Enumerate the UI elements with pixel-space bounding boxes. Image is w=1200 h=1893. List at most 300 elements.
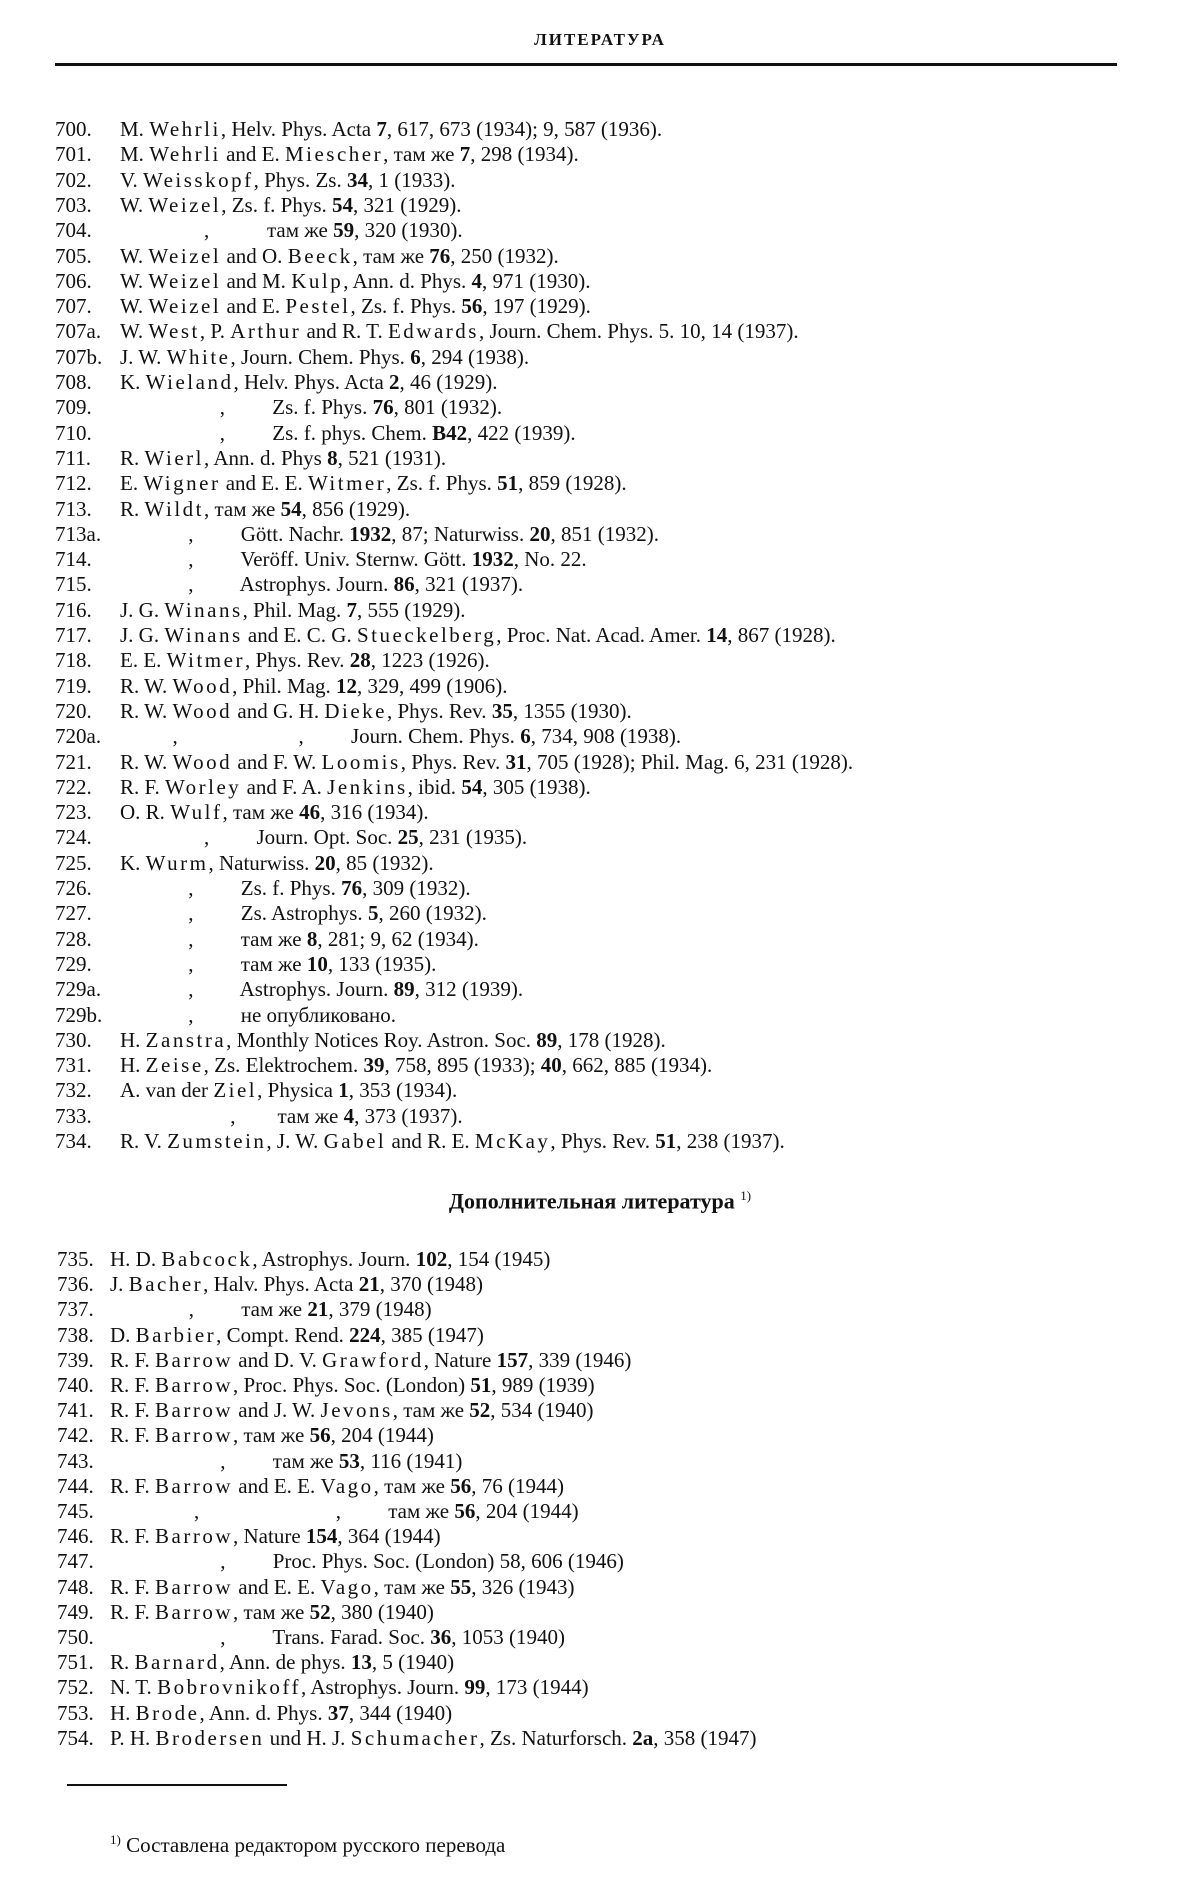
- reference-fragment: K.: [120, 370, 146, 394]
- reference-text: [110, 1550, 624, 1572]
- reference-fragment: , там же: [233, 1599, 310, 1624]
- reference-text: [120, 472, 627, 494]
- reference-fragment: , 260 (1932).: [378, 901, 487, 926]
- reference-number: 710.: [55, 420, 92, 445]
- reference-fragment: H. D.: [110, 1247, 162, 1271]
- reference-number: 707.: [55, 294, 92, 319]
- volume-number: 35: [491, 698, 513, 723]
- volume-number: 51: [497, 471, 519, 496]
- author-name: Pestel: [285, 294, 351, 319]
- reference-fragment: , Phys. Zs.: [253, 167, 347, 192]
- reference-number: 751.: [57, 1650, 94, 1675]
- reference-fragment: , 250 (1932).: [450, 243, 559, 268]
- reference-fragment: , 329, 499 (1906).: [357, 673, 508, 698]
- reference-text: [120, 573, 523, 595]
- author-name: Zanstra: [145, 1027, 227, 1052]
- reference-fragment: , Journ. Chem. Phys.: [230, 344, 411, 369]
- author-name: Dieke: [324, 698, 387, 723]
- reference-fragment: , 344 (1940): [348, 1700, 453, 1725]
- reference-number: 714.: [55, 547, 92, 572]
- author-name: Barrow: [155, 1574, 233, 1599]
- reference-fragment: , Physica: [257, 1078, 339, 1103]
- reference-number: 704.: [55, 218, 92, 243]
- reference-text: [110, 1626, 565, 1648]
- reference-text: [120, 1079, 457, 1101]
- reference-fragment: , , там же: [110, 1499, 455, 1523]
- reference-fragment: , 364 (1944): [337, 1524, 441, 1549]
- volume-number: 13: [350, 1650, 372, 1675]
- section-title: [0, 1188, 1200, 1214]
- reference-fragment: , Astrophys. Journ.: [120, 572, 394, 597]
- reference-number: 705.: [55, 243, 92, 268]
- reference-fragment: , Naturwiss.: [208, 850, 315, 875]
- reference-fragment: und H. J.: [264, 1725, 351, 1750]
- reference-fragment: , 46 (1929).: [399, 370, 498, 394]
- reference-number: 715.: [55, 572, 92, 597]
- reference-fragment: A. van der: [120, 1078, 214, 1103]
- reference-number: 745.: [57, 1499, 94, 1523]
- reference-fragment: , Zs. Elektrochem.: [203, 1053, 364, 1078]
- reference-text: [120, 700, 632, 722]
- reference-number: 729b.: [55, 1002, 103, 1027]
- reference-fragment: , Ann. de phys.: [219, 1650, 351, 1675]
- reference-fragment: J. G.: [120, 623, 165, 647]
- reference-fragment: , Astrophys. Journ.: [252, 1247, 416, 1271]
- reference-number: 717.: [55, 623, 92, 647]
- reference-fragment: , 380 (1940): [330, 1599, 434, 1624]
- reference-fragment: , Phil. Mag.: [232, 673, 337, 698]
- reference-fragment: and F. W.: [232, 749, 322, 774]
- reference-fragment: and E. E.: [233, 1473, 321, 1498]
- reference-text: [120, 118, 662, 140]
- author-name: Witmer: [166, 648, 245, 673]
- author-name: Weizel: [148, 294, 222, 319]
- author-name: Vago: [320, 1574, 374, 1599]
- reference-number: 702.: [55, 167, 92, 192]
- reference-fragment: , Veröff. Univ. Sternw. Gött.: [120, 547, 472, 572]
- reference-fragment: , 758, 895 (1933);: [384, 1053, 541, 1078]
- reference-number: 709.: [55, 395, 92, 420]
- reference-fragment: , Phys. Rev.: [386, 698, 492, 723]
- author-name: Worley: [165, 774, 242, 799]
- reference-fragment: , 989 (1939): [491, 1373, 595, 1397]
- volume-number: 4: [471, 268, 483, 293]
- reference-number: 713a.: [55, 521, 102, 546]
- reference-fragment: , 5 (1940): [371, 1650, 455, 1675]
- reference-number: 750.: [57, 1625, 94, 1649]
- reference-number: 753.: [57, 1700, 94, 1725]
- reference-fragment: , ibid.: [407, 774, 462, 799]
- author-name: Winans: [164, 597, 243, 622]
- author-name: Jenkins: [327, 774, 408, 799]
- reference-text: [120, 902, 487, 924]
- reference-text: [120, 422, 576, 444]
- reference-number: 736.: [57, 1272, 94, 1297]
- reference-number: 744.: [57, 1473, 94, 1498]
- author-name: Wood: [172, 673, 233, 698]
- reference-text: [120, 978, 523, 1000]
- volume-number: 53: [338, 1448, 360, 1473]
- author-name: Zeise: [145, 1053, 204, 1078]
- reference-fragment: , там же: [110, 1448, 339, 1473]
- reference-number: 730.: [55, 1027, 92, 1052]
- reference-text: [110, 1374, 595, 1396]
- volume-number: 21: [358, 1272, 380, 1297]
- reference-fragment: , 320 (1930).: [354, 218, 463, 243]
- author-name: Wildt: [144, 496, 204, 521]
- volume-number: 5: [367, 901, 379, 926]
- volume-number: 99: [464, 1675, 486, 1700]
- volume-number: 56: [309, 1423, 331, 1448]
- reference-fragment: , Gött. Nachr.: [120, 521, 350, 546]
- volume-number: 54: [461, 774, 483, 799]
- reference-fragment: , Phys. Rev.: [550, 1129, 656, 1153]
- reference-text: [120, 523, 659, 545]
- reference-fragment: , 1053 (1940): [451, 1625, 566, 1649]
- volume-number: 46: [299, 800, 321, 825]
- reference-fragment: R. F.: [110, 1524, 156, 1549]
- reference-text: [120, 599, 466, 621]
- author-name: Barnard: [134, 1650, 220, 1675]
- reference-text: [120, 852, 434, 874]
- reference-fragment: and G. H.: [232, 698, 325, 723]
- reference-fragment: , Compt. Rend.: [216, 1322, 350, 1347]
- reference-fragment: , Zs. f. Phys.: [221, 192, 333, 217]
- reference-fragment: E.: [120, 471, 144, 496]
- reference-text: [110, 1248, 550, 1270]
- reference-text: [110, 1349, 631, 1371]
- reference-fragment: , 321 (1929).: [353, 192, 462, 217]
- reference-number: 754.: [57, 1725, 94, 1750]
- reference-fragment: , , Journ. Chem. Phys.: [120, 724, 521, 749]
- author-name: Witmer: [307, 471, 387, 496]
- reference-text: [120, 498, 410, 520]
- volume-number: 28: [349, 648, 371, 673]
- author-name: Zumstein: [167, 1129, 267, 1153]
- volume-number: 25: [397, 825, 419, 850]
- author-name: Wehrli: [149, 117, 221, 141]
- reference-fragment: M.: [120, 117, 150, 141]
- reference-text: [110, 1525, 441, 1547]
- reference-number: 729a.: [55, 977, 102, 1002]
- footnote: [110, 1832, 505, 1858]
- reference-text: [120, 928, 479, 950]
- reference-fragment: , Phys. Rev.: [244, 648, 350, 673]
- reference-number: 743.: [57, 1448, 94, 1473]
- reference-fragment: , 197 (1929).: [482, 294, 591, 319]
- reference-fragment: , 154 (1945): [447, 1247, 551, 1271]
- reference-text: [110, 1500, 579, 1522]
- volume-number: 52: [469, 1398, 491, 1423]
- reference-fragment: R. F.: [120, 774, 166, 799]
- author-name: Loomis: [321, 749, 401, 774]
- volume-number: 1932: [471, 547, 514, 572]
- author-name: Wulf: [170, 800, 223, 825]
- reference-number: 746.: [57, 1524, 94, 1549]
- reference-text: [120, 826, 527, 848]
- reference-text: [120, 624, 836, 646]
- reference-fragment: , Zs. f. Phys.: [386, 471, 498, 496]
- reference-fragment: , там же: [373, 1574, 451, 1599]
- reference-fragment: and D. V.: [233, 1347, 323, 1372]
- reference-text: [120, 396, 502, 418]
- author-name: Brodersen: [155, 1725, 265, 1750]
- author-name: White: [166, 344, 231, 369]
- reference-text: [120, 776, 591, 798]
- reference-fragment: , 971 (1930).: [482, 268, 591, 293]
- author-name: Barrow: [155, 1473, 233, 1498]
- reference-fragment: R. F.: [110, 1398, 156, 1423]
- author-name: Ziel: [213, 1078, 258, 1103]
- reference-fragment: and E. C. G.: [242, 623, 357, 647]
- reference-number: 749.: [57, 1599, 94, 1624]
- author-name: Brode: [135, 1700, 200, 1725]
- reference-fragment: and O.: [221, 243, 288, 268]
- reference-fragment: , 555 (1929).: [357, 597, 466, 622]
- author-name: Barrow: [155, 1347, 233, 1372]
- footnote-mark: 1): [110, 1832, 121, 1847]
- reference-text: [120, 649, 490, 671]
- reference-fragment: , Zs. Naturforsch.: [479, 1725, 633, 1750]
- reference-fragment: P. H.: [110, 1725, 156, 1750]
- reference-fragment: , 385 (1947): [380, 1322, 484, 1347]
- author-name: Bobrovnikoff: [157, 1675, 302, 1700]
- reference-fragment: , 617, 673 (1934); 9, 587 (1936).: [386, 117, 663, 141]
- author-name: Wurm: [145, 850, 209, 875]
- reference-fragment: D.: [110, 1322, 136, 1347]
- author-name: Weisskopf: [142, 167, 254, 192]
- reference-fragment: , Nature: [423, 1347, 497, 1372]
- author-name: McKay: [474, 1129, 551, 1153]
- reference-fragment: , 204 (1944): [475, 1499, 579, 1523]
- author-name: Wieland: [145, 370, 234, 394]
- reference-fragment: and R. T.: [301, 319, 388, 344]
- reference-fragment: , Helv. Phys. Acta: [220, 117, 377, 141]
- reference-text: [110, 1324, 484, 1346]
- reference-fragment: H.: [120, 1027, 146, 1052]
- reference-text: [120, 1029, 666, 1051]
- volume-number: 56: [454, 1499, 476, 1523]
- reference-fragment: , 116 (1941): [359, 1448, 463, 1473]
- reference-text: [120, 194, 462, 216]
- reference-text: [120, 169, 455, 191]
- reference-fragment: R. F.: [110, 1373, 156, 1397]
- volume-number: 6: [410, 344, 421, 369]
- reference-fragment: , Halv. Phys. Acta: [203, 1272, 359, 1297]
- author-name: Barrow: [155, 1423, 233, 1448]
- reference-text: [110, 1576, 575, 1598]
- author-name: Winans: [164, 623, 243, 647]
- reference-text: [110, 1702, 452, 1724]
- author-name: Bacher: [128, 1272, 204, 1297]
- reference-fragment: , 321 (1937).: [414, 572, 524, 597]
- reference-fragment: , 339 (1946): [528, 1347, 632, 1372]
- reference-fragment: , Proc. Phys. Soc. (London): [233, 1373, 471, 1397]
- reference-fragment: , 1223 (1926).: [370, 648, 490, 673]
- volume-number: 2a: [632, 1725, 654, 1750]
- reference-fragment: , Ann. d. Phys: [203, 445, 328, 470]
- reference-fragment: , Ann. d. Phys.: [343, 268, 472, 293]
- author-name: Vago: [320, 1473, 374, 1498]
- volume-number: 1: [338, 1078, 349, 1103]
- reference-fragment: , Trans. Farad. Soc.: [110, 1625, 431, 1649]
- reference-number: 739.: [57, 1347, 94, 1372]
- author-name: Barrow: [155, 1373, 233, 1397]
- volume-number: 54: [332, 192, 354, 217]
- reference-text: [120, 270, 591, 292]
- reference-text: [120, 877, 471, 899]
- reference-fragment: , 178 (1928).: [557, 1027, 666, 1052]
- author-name: Jevons: [320, 1398, 393, 1423]
- reference-fragment: , 734, 908 (1938).: [530, 724, 682, 749]
- reference-number: 732.: [55, 1078, 92, 1103]
- volume-number: 40: [540, 1053, 562, 1078]
- volume-number: 86: [393, 572, 415, 597]
- reference-fragment: N. T.: [110, 1675, 158, 1700]
- reference-fragment: R.: [120, 496, 145, 521]
- reference-fragment: and F. A.: [241, 774, 328, 799]
- reference-fragment: , 1355 (1930).: [512, 698, 632, 723]
- section-title-text: Дополнительная литература: [448, 1188, 735, 1214]
- reference-fragment: , там же: [120, 926, 307, 951]
- volume-number: 51: [655, 1129, 677, 1153]
- reference-fragment: , P.: [199, 319, 231, 344]
- reference-fragment: , Journ. Opt. Soc.: [120, 825, 398, 850]
- reference-text: [120, 953, 436, 975]
- reference-number: 747.: [57, 1549, 94, 1574]
- reference-fragment: , 238 (1937).: [676, 1129, 785, 1153]
- author-name: Arthur: [230, 319, 302, 344]
- reference-text: [120, 320, 799, 342]
- reference-number: 731.: [55, 1053, 92, 1078]
- reference-fragment: , 867 (1928).: [727, 623, 836, 647]
- reference-fragment: , там же: [120, 218, 334, 243]
- volume-number: 154: [305, 1524, 338, 1549]
- volume-number: 51: [470, 1373, 492, 1397]
- reference-fragment: and E. E.: [233, 1574, 321, 1599]
- author-name: Barrow: [155, 1599, 233, 1624]
- reference-fragment: , 662, 885 (1934).: [561, 1053, 713, 1078]
- volume-number: 224: [349, 1322, 381, 1347]
- reference-text: [120, 1130, 785, 1152]
- reference-number: 722.: [55, 774, 92, 799]
- reference-fragment: H.: [120, 1053, 146, 1078]
- reference-number: 740.: [57, 1373, 94, 1397]
- reference-fragment: R. W.: [120, 749, 173, 774]
- reference-fragment: , Proc. Phys. Soc. (London) 58, 606 (1946): [110, 1549, 624, 1574]
- author-name: Wood: [172, 698, 233, 723]
- volume-number: 1932: [349, 521, 392, 546]
- volume-number: 37: [327, 1700, 349, 1725]
- reference-number: 726.: [55, 876, 92, 900]
- reference-fragment: , 859 (1928).: [518, 471, 627, 496]
- reference-text: [120, 219, 463, 241]
- author-name: Wigner: [143, 471, 221, 496]
- volume-number: 56: [450, 1473, 472, 1498]
- reference-fragment: V.: [120, 167, 143, 192]
- footnote-text: Составлена редактором русского перевода: [126, 1833, 506, 1857]
- reference-fragment: R. F.: [110, 1599, 156, 1624]
- volume-number: 10: [306, 951, 328, 976]
- volume-number: 76: [341, 876, 363, 900]
- reference-fragment: , 705 (1928); Phil. Mag. 6, 231 (1928).: [526, 749, 854, 774]
- reference-number: 723.: [55, 800, 92, 825]
- reference-number: 734.: [55, 1129, 92, 1153]
- reference-fragment: , там же: [392, 1398, 470, 1423]
- reference-fragment: , 231 (1935).: [418, 825, 528, 850]
- volume-number: 39: [363, 1053, 385, 1078]
- reference-fragment: , 373 (1937).: [354, 1103, 463, 1128]
- reference-number: 735.: [57, 1247, 94, 1271]
- volume-number: B42: [432, 420, 468, 445]
- reference-fragment: , там же: [233, 1423, 310, 1448]
- volume-number: 8: [306, 926, 318, 951]
- volume-number: 102: [415, 1247, 448, 1271]
- footnote-rule: [67, 1784, 287, 1786]
- author-name: Wehrli: [149, 142, 221, 167]
- reference-text: [120, 1004, 396, 1026]
- volume-number: 20: [529, 521, 551, 546]
- reference-text: [110, 1727, 757, 1749]
- volume-number: 76: [429, 243, 451, 268]
- reference-fragment: K.: [120, 850, 146, 875]
- reference-text: [110, 1676, 589, 1698]
- volume-number: 55: [450, 1574, 472, 1599]
- volume-number: 7: [376, 117, 387, 141]
- reference-fragment: R. F.: [110, 1423, 156, 1448]
- volume-number: 2: [389, 370, 400, 394]
- reference-fragment: , Zs. f. Phys.: [120, 876, 342, 900]
- reference-fragment: O. R.: [120, 800, 171, 825]
- reference-fragment: , J. W.: [266, 1129, 324, 1153]
- reference-fragment: , 133 (1935).: [327, 951, 437, 976]
- reference-fragment: J. W.: [120, 344, 167, 369]
- reference-fragment: W.: [120, 294, 149, 319]
- reference-fragment: W.: [120, 192, 149, 217]
- reference-fragment: W.: [120, 268, 149, 293]
- reference-fragment: and J. W.: [233, 1398, 321, 1423]
- volume-number: 36: [430, 1625, 452, 1649]
- reference-fragment: , 358 (1947): [653, 1725, 757, 1750]
- reference-fragment: , 316 (1934).: [320, 800, 429, 825]
- volume-number: 8: [327, 445, 338, 470]
- volume-number: 12: [336, 673, 358, 698]
- reference-fragment: , 173 (1944): [485, 1675, 589, 1700]
- reference-fragment: , Astrophys. Journ.: [120, 977, 394, 1002]
- reference-number: 713.: [55, 496, 92, 521]
- reference-text: [120, 346, 529, 368]
- volume-number: 20: [314, 850, 336, 875]
- reference-number: 720.: [55, 698, 92, 723]
- running-head: ЛИТЕРАТУРА: [534, 30, 666, 49]
- reference-fragment: R.: [120, 445, 145, 470]
- reference-number: 727.: [55, 901, 92, 926]
- reference-fragment: , там же: [373, 1473, 451, 1498]
- reference-text: [120, 447, 446, 469]
- reference-number: 752.: [57, 1675, 94, 1700]
- reference-fragment: , Zs. f. phys. Chem.: [120, 420, 433, 445]
- author-name: Edwards: [387, 319, 479, 344]
- reference-number: 711.: [55, 445, 91, 470]
- reference-fragment: , 856 (1929).: [301, 496, 411, 521]
- reference-fragment: J.: [110, 1272, 129, 1297]
- reference-text: [110, 1399, 594, 1421]
- reference-fragment: , там же: [222, 800, 300, 825]
- reference-number: 718.: [55, 648, 92, 673]
- author-name: Weizel: [148, 268, 222, 293]
- reference-text: [120, 295, 591, 317]
- reference-text: [110, 1601, 434, 1623]
